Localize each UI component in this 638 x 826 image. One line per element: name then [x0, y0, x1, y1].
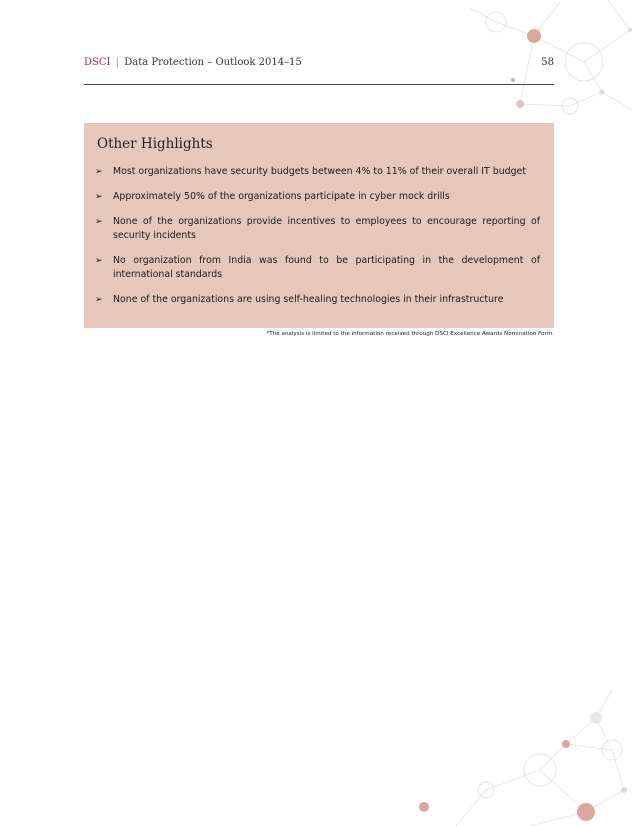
highlight-text: None of the organizations provide incentives to employees to encourage reporting of security incidents	[113, 216, 540, 241]
arrow-bullet-icon: ➢	[95, 256, 103, 266]
header-title: Data Protection – Outlook 2014–15	[124, 57, 302, 68]
header-brand: DSCI	[84, 57, 111, 68]
arrow-bullet-icon: ➢	[95, 295, 103, 305]
highlight-text: No organization from India was found to be participating in the development of international standards	[113, 255, 540, 280]
highlight-item	[95, 215, 540, 243]
highlight-item	[95, 254, 540, 282]
footnote: *The analysis is limited to the information received through DSCI Excellence Awards Nomination Form.	[266, 331, 554, 337]
header-rule	[84, 84, 554, 85]
arrow-bullet-icon: ➢	[95, 167, 103, 177]
highlight-text: Most organizations have security budgets between 4% to 11% of their overall IT budget	[113, 166, 526, 177]
highlight-item	[95, 165, 540, 179]
highlight-item	[95, 190, 540, 204]
highlight-item	[95, 293, 540, 307]
highlights-list	[95, 165, 540, 307]
arrow-bullet-icon: ➢	[95, 192, 103, 202]
arrow-bullet-icon: ➢	[95, 217, 103, 227]
highlights-title: Other Highlights	[97, 136, 213, 152]
header-separator: |	[115, 57, 120, 68]
highlight-text: None of the organizations are using self-healing technologies in their infrastructure	[113, 294, 504, 305]
highlight-text: Approximately 50% of the organizations participate in cyber mock drills	[113, 191, 450, 202]
highlights-box	[84, 123, 554, 328]
page-header	[84, 57, 554, 73]
page-number: 58	[541, 57, 554, 68]
